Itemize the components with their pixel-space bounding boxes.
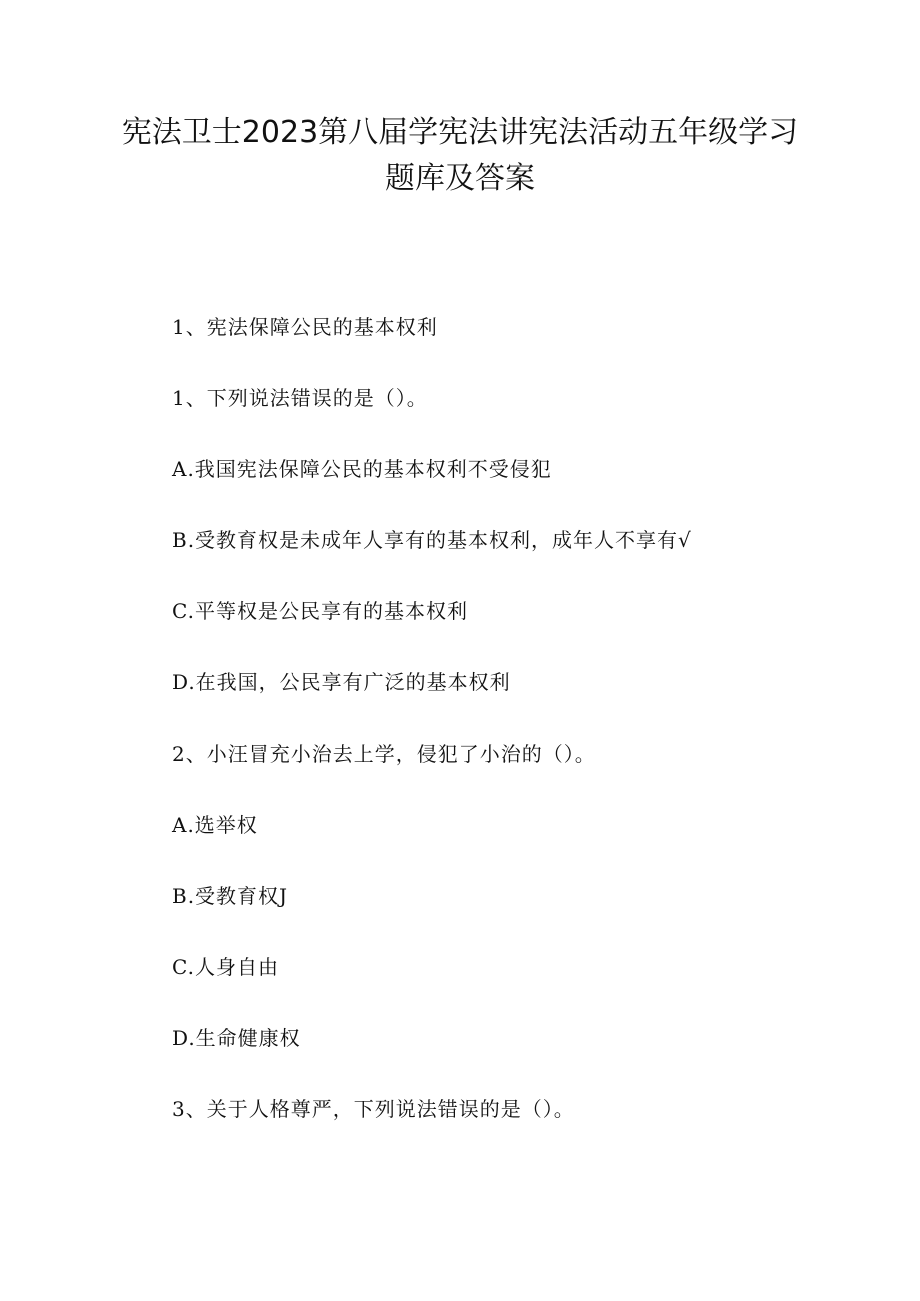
option-2d: D.生命健康权 bbox=[172, 1026, 301, 1050]
title-line-1: 宪法卫士2023第八届学宪法讲宪法活动五年级学习 bbox=[121, 115, 799, 150]
option-2b: B.受教育权J bbox=[172, 884, 289, 908]
section-heading: 1、宪法保障公民的基本权利 bbox=[172, 315, 438, 339]
option-2a: A.选举权 bbox=[172, 813, 258, 837]
option-1b: B.受教育权是未成年人享有的基本权利，成年人不享有√ bbox=[172, 528, 692, 552]
document-title bbox=[0, 110, 920, 202]
option-1a: A.我国宪法保障公民的基本权利不受侵犯 bbox=[172, 457, 552, 481]
option-2c: C.人身自由 bbox=[172, 955, 279, 979]
title-line-2: 题库及答案 bbox=[385, 161, 535, 196]
option-1d: D.在我国，公民享有广泛的基本权利 bbox=[172, 670, 511, 694]
question-3: 3、关于人格尊严，下列说法错误的是（）。 bbox=[172, 1097, 575, 1121]
question-2: 2、小汪冒充小治去上学，侵犯了小治的（）。 bbox=[172, 742, 596, 766]
question-1: 1、下列说法错误的是（）。 bbox=[172, 386, 428, 410]
option-1c: C.平等权是公民享有的基本权利 bbox=[172, 599, 468, 623]
